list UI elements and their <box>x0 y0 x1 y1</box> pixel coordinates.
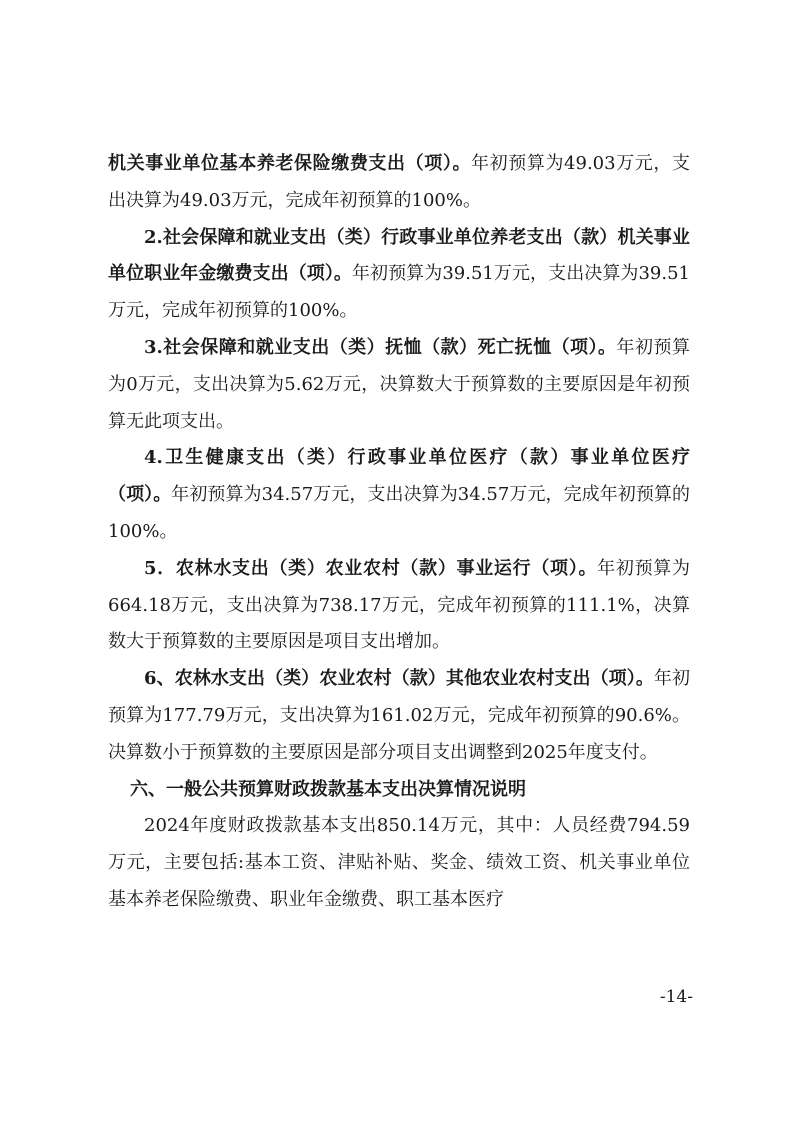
page-number: -14- <box>659 987 693 1007</box>
paragraph-item-3 <box>108 330 690 440</box>
paragraph-bold-lead: 3.社会保障和就业支出（类）抚恤（款）死亡抚恤（项）。 <box>144 336 617 358</box>
paragraph-item-4 <box>108 440 690 550</box>
paragraph-text: 年初预算为0万元，支出决算为5.62万元，决算数大于预算数的主要原因是年初预算无此项支出。 <box>108 336 691 432</box>
paragraph-bold-lead: 6、农林水支出（类）农业农村（款）其他农业农村支出（项）。 <box>144 668 654 690</box>
document-body <box>108 146 690 919</box>
paragraph-basic-expenditure: 2024年度财政拨款基本支出850.14万元，其中：人员经费794.59万元，主要包括:基本工资、津贴补贴、奖金、绩效工资、机关事业单位基本养老保险缴费、职业年金缴费、职工基本医疗 <box>108 815 690 910</box>
paragraph-bold-lead: 5．农林水支出（类）农业农村（款）事业运行（项）。 <box>144 557 598 579</box>
section-heading: 六、一般公共预算财政拨款基本支出决算情况说明 <box>130 778 526 800</box>
paragraph-bold-lead: 机关事业单位基本养老保险缴费支出（项）。 <box>108 153 472 174</box>
paragraph-text: 年初预算为49.03万元，支出决算为49.03万元，完成年初预算的100%。 <box>108 153 690 211</box>
paragraph-item-5 <box>108 551 690 661</box>
paragraph-item-2 <box>108 220 690 330</box>
paragraph-text: 年初预算为664.18万元，支出决算为738.17万元，完成年初预算的111.1%，决算数大于预算数的主要原因是项目支出增加。 <box>108 557 690 653</box>
paragraph-bold-lead: 4.卫生健康支出（类）行政事业单位医疗（款）事业单位医疗（项）。 <box>108 447 690 506</box>
paragraph-text: 年初预算为177.79万元，支出决算为161.02万元，完成年初预算的90.6%。决算数小于预算数的主要原因是部分项目支出调整到2025年度支付。 <box>108 668 691 763</box>
paragraph-text: 年初预算为34.57万元，支出决算为34.57万元，完成年初预算的100%。 <box>108 484 691 542</box>
paragraph-item-6 <box>108 661 690 771</box>
paragraph-text: 年初预算为39.51万元，支出决算为39.51万元，完成年初预算的100%。 <box>108 263 690 322</box>
paragraph-item-1-continued <box>108 146 690 220</box>
paragraph-bold-lead: 2.社会保障和就业支出（类）行政事业单位养老支出（款）机关事业单位职业年金缴费支出（项）。 <box>108 226 690 285</box>
